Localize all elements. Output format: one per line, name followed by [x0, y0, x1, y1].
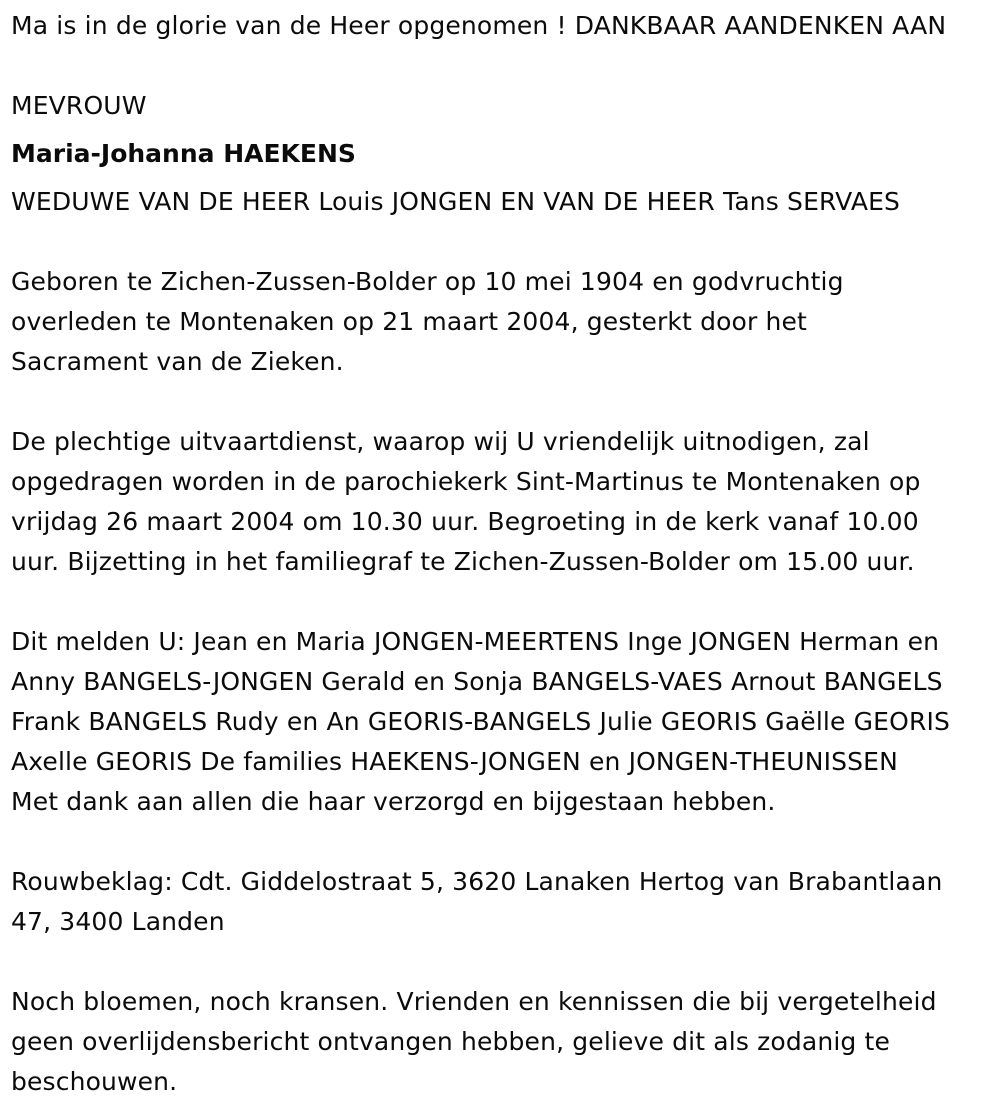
paragraph-line: overleden te Montenaken op 21 maart 2004, gesterkt door het	[11, 307, 807, 336]
condolence-paragraph	[11, 862, 993, 942]
obituary-notice	[11, 6, 993, 1102]
paragraph-line: uur. Bijzetting in het familiegraf te Zichen-Zussen-Bolder om 15.00 uur.	[11, 547, 915, 576]
spacer	[11, 222, 993, 262]
closing-paragraph	[11, 982, 993, 1102]
spacer	[11, 582, 993, 622]
spacer	[11, 942, 993, 982]
paragraph-line: Geboren te Zichen-Zussen-Bolder op 10 mei 1904 en godvruchtig	[11, 267, 844, 296]
paragraph-line: vrijdag 26 maart 2004 om 10.30 uur. Begroeting in de kerk vanaf 10.00	[11, 507, 919, 536]
paragraph-line: beschouwen.	[11, 1067, 178, 1096]
paragraph-line: 47, 3400 Landen	[11, 907, 225, 936]
opening-line: Ma is in de glorie van de Heer opgenomen ! DANKBAAR AANDENKEN AAN	[11, 11, 947, 40]
paragraph-line: De plechtige uitvaartdienst, waarop wij U vriendelijk uitnodigen, zal	[11, 427, 870, 456]
paragraph-line: Noch bloemen, noch kransen. Vrienden en kennissen die bij vergetelheid	[11, 987, 937, 1016]
spacer	[11, 382, 993, 422]
paragraph-line: Sacrament van de Zieken.	[11, 347, 344, 376]
family-paragraph	[11, 622, 993, 822]
funeral-paragraph	[11, 422, 993, 582]
paragraph-line: geen overlijdensbericht ontvangen hebben, gelieve dit als zodanig te	[11, 1027, 891, 1056]
honorific: MEVROUW	[11, 91, 147, 120]
paragraph-line: Frank BANGELS Rudy en An GEORIS-BANGELS Julie GEORIS Gaëlle GEORIS	[11, 707, 951, 736]
birth-death-paragraph	[11, 262, 993, 382]
paragraph-line: Met dank aan allen die haar verzorgd en bijgestaan hebben.	[11, 787, 776, 816]
paragraph-line: Axelle GEORIS De families HAEKENS-JONGEN en JONGEN-THEUNISSEN	[11, 747, 898, 776]
paragraph-line: Rouwbeklag: Cdt. Giddelostraat 5, 3620 Lanaken Hertog van Brabantlaan	[11, 867, 943, 896]
paragraph-line: opgedragen worden in de parochiekerk Sint-Martinus te Montenaken op	[11, 467, 921, 496]
paragraph-line: Anny BANGELS-JONGEN Gerald en Sonja BANGELS-VAES Arnout BANGELS	[11, 667, 943, 696]
widow-of-line: WEDUWE VAN DE HEER Louis JONGEN EN VAN DE HEER Tans SERVAES	[11, 187, 901, 216]
deceased-name: Maria-Johanna HAEKENS	[11, 139, 356, 168]
spacer	[11, 46, 993, 86]
spacer	[11, 822, 993, 862]
paragraph-line: Dit melden U: Jean en Maria JONGEN-MEERTENS Inge JONGEN Herman en	[11, 627, 940, 656]
